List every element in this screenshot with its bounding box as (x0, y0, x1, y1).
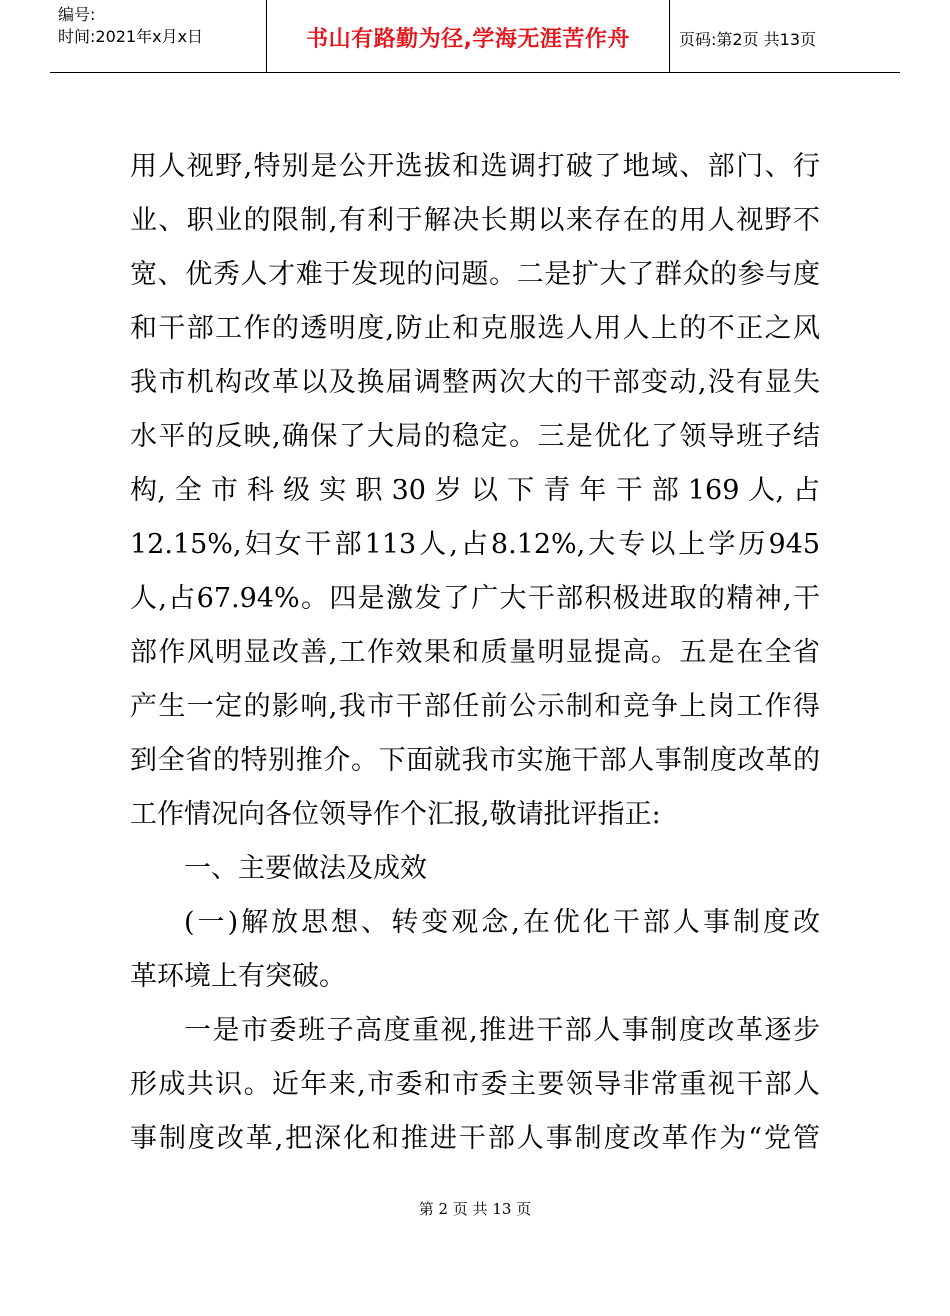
body-line: 我市机构改革以及换届调整两次大的干部变动,没有显失 (130, 367, 820, 398)
document-date-label: 时间:2021年x月x日 (58, 27, 204, 46)
document-body (130, 140, 820, 1166)
body-line: 人,占67.94%。四是激发了广大干部积极进取的精神,干 (130, 583, 820, 614)
body-line: 工作情况向各位领导作个汇报,敬请批评指正: (130, 799, 661, 830)
body-line: 12.15%,妇女干部113人,占8.12%,大专以上学历945 (130, 529, 820, 560)
document-number-label: 编号: (58, 5, 96, 24)
body-line: 和干部工作的透明度,防止和克服选人用人上的不正之风 (130, 313, 820, 344)
header-meta (58, 4, 203, 48)
page-header (50, 0, 900, 73)
body-line: 到全省的特别推介。下面就我市实施干部人事制度改革的 (130, 745, 820, 776)
body-line: 产生一定的影响,我市干部任前公示制和竞争上岗工作得 (130, 691, 820, 722)
body-line: 宽、优秀人才难于发现的问题。二是扩大了群众的参与度 (130, 259, 820, 290)
header-page-number: 页码:第2页 共13页 (679, 30, 817, 49)
body-line: 形成共识。近年来,市委和市委主要领导非常重视干部人 (130, 1069, 820, 1100)
body-line: 事制度改革,把深化和推进干部人事制度改革作为“党管 (130, 1123, 820, 1154)
subsection-heading-continued: 革环境上有突破。 (130, 961, 346, 992)
body-line: 构, 全 市 科 级 实 职 30 岁 以 下 青 年 干 部 169 人, 占 (130, 475, 820, 506)
page-footer: 第 2 页 共 13 页 (418, 1200, 532, 1218)
body-line: 部作风明显改善,工作效果和质量明显提高。五是在全省 (130, 637, 820, 668)
body-line: 一是市委班子高度重视,推进干部人事制度改革逐步 (184, 1015, 820, 1046)
body-line: 水平的反映,确保了大局的稳定。三是优化了领导班子结 (130, 421, 820, 452)
section-heading: 一、主要做法及成效 (184, 853, 427, 884)
header-divider-right (669, 0, 670, 72)
body-line: 用人视野,特别是公开选拔和选调打破了地域、部门、行 (130, 151, 820, 182)
header-motto: 书山有路勤为径,学海无涯苦作舟 (306, 27, 630, 52)
body-line: 业、职业的限制,有利于解决长期以来存在的用人视野不 (130, 205, 820, 236)
subsection-heading: (一)解放思想、转变观念,在优化干部人事制度改 (184, 907, 820, 938)
